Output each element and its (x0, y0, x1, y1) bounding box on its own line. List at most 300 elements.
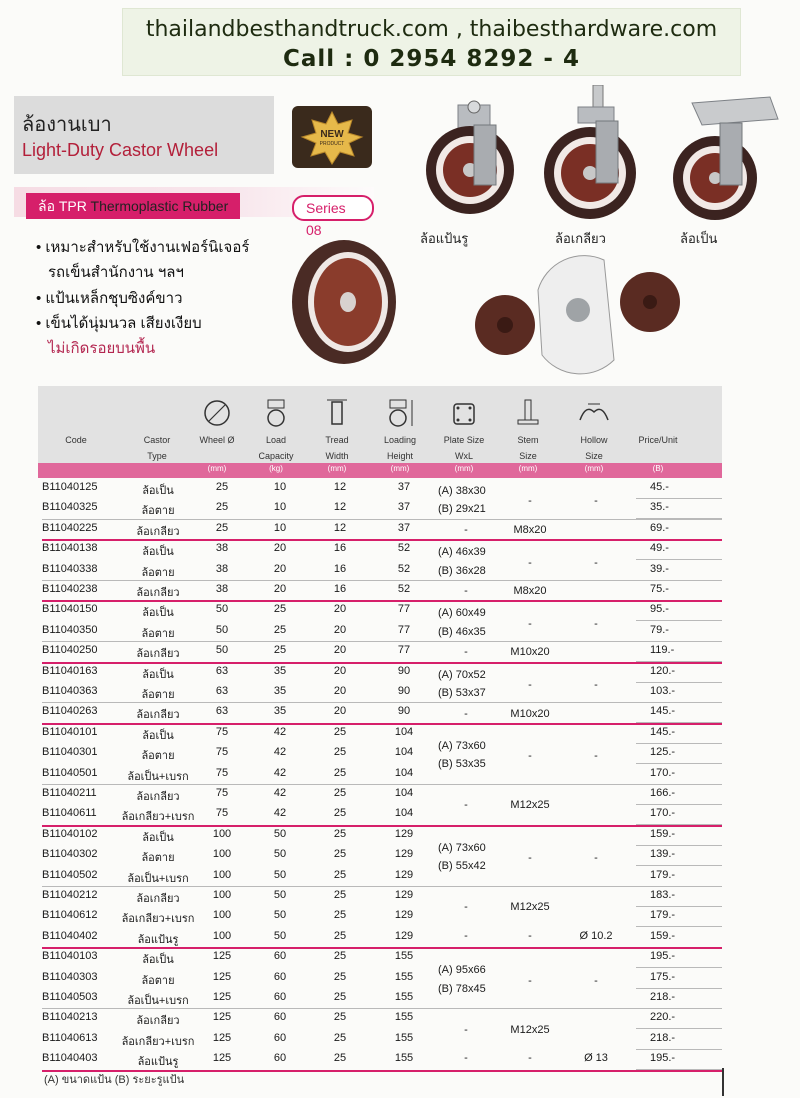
cell-code: B11040101 (42, 725, 98, 738)
cell-wheel: 125 (212, 970, 232, 983)
cell-height: 77 (397, 623, 411, 636)
cell-price: 170.- (650, 766, 676, 779)
unit-price: (B) (652, 464, 664, 473)
plate-size-b: (B) 53x37 (438, 687, 486, 699)
plate-dash: - (464, 646, 468, 659)
cell-price: 159.- (650, 929, 676, 942)
plate-dash: - (464, 707, 468, 720)
cell-code: B11040302 (42, 848, 98, 861)
row-separator (42, 784, 722, 785)
cell-tread: 25 (333, 889, 347, 901)
group-separator (42, 947, 722, 949)
cell-wheel: 100 (212, 909, 232, 922)
plate-dash: - (464, 524, 468, 536)
row-separator (42, 886, 722, 887)
plate-dash: - (464, 1023, 468, 1036)
cell-tread: 25 (333, 929, 347, 942)
cell-tread: 16 (333, 583, 347, 595)
cell-price: 170.- (650, 807, 676, 820)
cell-code: B11040163 (42, 664, 98, 677)
cell-type: ล้อตาย (141, 750, 175, 763)
cell-code: B11040301 (42, 746, 98, 759)
cell-wheel: 63 (215, 685, 229, 697)
plate-size-a: (A) 70x52 (438, 668, 486, 681)
cell-type: ล้อตาย (141, 566, 175, 579)
cell-height: 52 (397, 583, 411, 595)
cell-price: 95.- (650, 603, 669, 616)
cell-tread: 20 (333, 664, 347, 677)
col-header-plate-2: WxL (455, 451, 473, 461)
plate-size-b: (B) 36x28 (438, 564, 486, 577)
cell-code: B11040211 (42, 787, 97, 799)
cell-tread: 25 (333, 787, 347, 799)
plate-size-a: (A) 73x60 (438, 740, 486, 752)
cell-price: 119.- (650, 644, 675, 657)
cell-height: 37 (397, 481, 411, 493)
cell-height: 104 (394, 766, 414, 779)
cell-type: ล้อเกลียว (136, 791, 180, 803)
cell-code: B11040325 (42, 501, 98, 514)
col-header-loading: Loading (383, 435, 417, 445)
plate-size-b: (B) 78x45 (438, 982, 486, 995)
cell-height: 104 (394, 787, 414, 799)
cell-tread: 16 (333, 542, 347, 555)
cell-height: 90 (397, 664, 411, 677)
cell-code: B11040150 (42, 603, 98, 616)
cell-code: B11040212 (42, 889, 98, 901)
page-title-thai: ล้องานเบา (22, 114, 112, 136)
col-header-hollow-2: Size (585, 451, 603, 461)
cell-load: 60 (273, 991, 287, 1003)
cell-tread: 25 (333, 1031, 347, 1044)
hollow-size: Ø 10.2 (579, 929, 613, 942)
cell-tread: 25 (333, 991, 347, 1003)
col-header-hollow: Hollow (580, 435, 608, 445)
cell-type: ล้อเป็น (142, 485, 174, 497)
cell-price: 120.- (650, 664, 676, 677)
cell-tread: 20 (333, 685, 347, 697)
cell-load: 50 (273, 929, 287, 942)
group-separator (42, 600, 722, 602)
price-rule (636, 804, 722, 805)
price-rule (636, 906, 722, 907)
feature-2: • แป้นเหล็กชุบซิงค์ขาว (36, 290, 183, 307)
stem-size: M12x25 (510, 1023, 550, 1036)
stem-dash: - (528, 929, 532, 942)
stem-size: M8x20 (513, 585, 547, 598)
col-header-stem: Stem (517, 435, 539, 445)
cell-tread: 25 (333, 766, 347, 779)
cell-height: 104 (394, 746, 414, 759)
plate-size-a: (A) 38x30 (438, 485, 486, 497)
cell-type: ล้อเป็น (142, 607, 174, 620)
cell-price: 159.- (650, 827, 676, 840)
cell-code: B11040338 (42, 562, 98, 575)
cell-type: ล้อเกลียว+เบรก (121, 1035, 195, 1048)
cell-code: B11040611 (42, 807, 97, 820)
cell-height: 77 (397, 603, 411, 616)
cell-type: ล้อเกลียว (136, 709, 180, 722)
plate-dash: - (464, 799, 468, 812)
plate-size-b: (B) 55x42 (438, 860, 486, 873)
cell-code: B11040403 (42, 1052, 98, 1065)
cell-type: ล้อตาย (141, 505, 175, 518)
cell-load: 42 (273, 807, 287, 820)
price-rule (636, 763, 722, 764)
cell-height: 129 (394, 929, 414, 942)
cell-type: ล้อเป็น+เบรก (127, 872, 189, 885)
cell-code: B11040225 (42, 521, 98, 534)
cell-type: ล้อแป้นรู (137, 933, 179, 946)
unit-hollow: (mm) (584, 464, 604, 473)
cell-height: 129 (394, 909, 414, 922)
cell-type: ล้อเกลียว (136, 893, 180, 905)
cell-tread: 25 (333, 1011, 347, 1024)
cell-type: ล้อเกลียว (136, 1015, 180, 1028)
cell-code: B11040501 (42, 766, 98, 779)
cell-tread: 20 (333, 603, 347, 616)
unit-load: (kg) (269, 464, 283, 473)
cell-type: ล้อตาย (141, 852, 175, 865)
cell-type: ล้อเกลียว+เบรก (121, 811, 195, 824)
cell-tread: 12 (333, 521, 347, 534)
stem-dash: - (528, 750, 532, 763)
cell-price: 125.- (650, 746, 676, 759)
cell-tread: 25 (333, 950, 347, 963)
cell-load: 42 (273, 746, 287, 759)
stem-size: M10x20 (510, 707, 550, 720)
cell-wheel: 50 (215, 644, 229, 657)
col-header-tread-2: Width (325, 451, 349, 461)
row-separator (42, 641, 722, 642)
cell-price: 179.- (650, 868, 676, 881)
cell-tread: 25 (333, 970, 347, 983)
price-rule (636, 845, 722, 846)
stem-size: M12x25 (510, 901, 550, 914)
cell-tread: 25 (333, 746, 347, 759)
cell-load: 60 (273, 1011, 287, 1024)
cell-wheel: 125 (212, 1052, 232, 1065)
badge-product-text: PRODUCT (319, 141, 345, 147)
cell-height: 155 (394, 950, 414, 963)
col-header-castor: Castor (143, 435, 171, 445)
cell-code: B11040402 (42, 929, 98, 942)
price-rule (636, 988, 722, 989)
cell-wheel: 63 (215, 664, 229, 677)
cell-wheel: 125 (212, 1031, 232, 1044)
cell-load: 10 (273, 521, 287, 534)
price-rule (636, 865, 722, 866)
stem-dash: - (528, 556, 532, 569)
cell-code: B11040613 (42, 1031, 98, 1044)
col-header-stem-2: Size (519, 451, 537, 461)
plate-dash: - (464, 585, 468, 598)
plate-size-b: (B) 46x35 (438, 625, 486, 638)
website-links[interactable]: thailandbesthandtruck.com , thaibesthardware.com (145, 17, 718, 42)
stem-dash: - (528, 617, 532, 630)
stem-dash: - (528, 1052, 532, 1065)
cell-height: 104 (394, 807, 414, 820)
price-rule (636, 1028, 722, 1029)
caption-plate-castor: ล้อเป็น (680, 231, 718, 246)
group-separator (42, 825, 722, 827)
cell-load: 35 (273, 705, 287, 718)
cell-price: 195.- (650, 950, 676, 963)
cell-wheel: 100 (212, 827, 232, 840)
cell-price: 103.- (650, 685, 676, 697)
cell-wheel: 25 (215, 481, 229, 493)
footnote: (A) ขนาดแป้น (B) ระยะรูแป้น (44, 1074, 185, 1086)
col-header-loading-2: Height (386, 451, 413, 461)
cell-load: 20 (273, 562, 287, 575)
cell-type: ล้อเป็น (142, 668, 174, 681)
plate-dash: - (464, 929, 468, 942)
cell-price: 166.- (650, 787, 676, 799)
cell-price: 49.- (650, 542, 669, 555)
stem-dash: - (528, 679, 532, 691)
col-header-price: Price/Unit (638, 435, 678, 445)
cell-price: 183.- (650, 889, 676, 901)
cell-wheel: 50 (215, 623, 229, 636)
cell-wheel: 125 (212, 950, 232, 963)
hollow-dash: - (594, 750, 598, 763)
badge-new-text: NEW (320, 129, 344, 140)
cell-load: 20 (273, 542, 287, 555)
cell-load: 10 (273, 501, 287, 514)
cell-load: 42 (273, 725, 287, 738)
cell-code: B11040250 (42, 644, 98, 657)
cell-height: 129 (394, 827, 414, 840)
cell-height: 155 (394, 1052, 414, 1065)
cell-load: 50 (273, 868, 287, 881)
cell-height: 52 (397, 562, 411, 575)
cell-type: ล้อตาย (141, 689, 175, 701)
group-separator (42, 723, 722, 725)
cell-price: 220.- (650, 1011, 676, 1024)
cell-tread: 20 (333, 705, 347, 718)
cell-wheel: 75 (215, 807, 229, 820)
cell-load: 60 (273, 1031, 287, 1044)
price-rule (636, 682, 722, 683)
cell-load: 42 (273, 787, 287, 799)
col-header-castor-type: Type (147, 451, 167, 461)
unit-loading: (mm) (390, 464, 410, 473)
cell-type: ล้อเป็น (142, 546, 174, 559)
cell-height: 90 (397, 705, 411, 718)
cell-load: 10 (273, 481, 287, 493)
cell-code: B11040263 (42, 705, 98, 718)
cell-wheel: 100 (212, 889, 232, 901)
cell-price: 218.- (650, 991, 676, 1003)
cell-height: 155 (394, 970, 414, 983)
cell-price: 75.- (650, 583, 669, 595)
cell-wheel: 125 (212, 1011, 232, 1024)
cell-height: 155 (394, 1031, 414, 1044)
series-badge: Series 08 (292, 195, 374, 221)
stem-dash: - (528, 495, 532, 508)
price-rule (636, 926, 722, 927)
unit-wheel: (mm) (207, 464, 227, 473)
cell-load: 60 (273, 970, 287, 983)
cell-tread: 25 (333, 868, 347, 881)
hollow-dash: - (594, 495, 598, 508)
cell-height: 129 (394, 889, 414, 901)
col-header-load-2: Capacity (258, 451, 294, 461)
cell-load: 50 (273, 848, 287, 861)
unit-tread: (mm) (327, 464, 347, 473)
price-rule (636, 743, 722, 744)
plate-size-a: (A) 60x49 (438, 607, 486, 620)
material-label-thai: ล้อ TPR (38, 198, 87, 214)
cell-type: ล้อเป็น (142, 831, 174, 844)
material-label-english: Thermoplastic Rubber (90, 198, 229, 214)
cell-height: 37 (397, 521, 411, 534)
stem-size: M8x20 (513, 524, 547, 536)
cell-price: 139.- (650, 848, 676, 861)
feature-1: • เหมาะสำหรับใช้งานเฟอร์นิเจอร์ (36, 239, 250, 256)
cell-wheel: 38 (215, 583, 229, 595)
cell-wheel: 38 (215, 562, 229, 575)
cell-wheel: 75 (215, 766, 229, 779)
cell-wheel: 75 (215, 725, 229, 738)
cell-tread: 25 (333, 848, 347, 861)
cell-load: 60 (273, 1052, 287, 1065)
cell-load: 35 (273, 685, 287, 697)
cell-type: ล้อเกลียว+เบรก (121, 913, 195, 926)
cell-tread: 25 (333, 807, 347, 820)
cell-wheel: 25 (215, 521, 229, 534)
stem-size: M12x25 (510, 799, 550, 812)
col-header-load: Load (265, 435, 287, 445)
stem-dash: - (528, 852, 532, 865)
stem-size: M10x20 (510, 646, 550, 659)
cell-tread: 20 (333, 623, 347, 636)
cell-tread: 25 (333, 1052, 347, 1065)
col-header-tread: Tread (325, 435, 349, 445)
cell-code: B11040363 (42, 685, 98, 697)
cell-type: ล้อเป็น+เบรก (127, 770, 189, 783)
plate-size-a: (A) 46x39 (438, 546, 486, 559)
price-rule (636, 967, 722, 968)
cell-tread: 25 (333, 827, 347, 840)
feature-1-cont: รถเข็นสำนักงาน ฯลฯ (48, 264, 184, 281)
cell-type: ล้อเกลียว (136, 587, 180, 599)
cell-code: B11040103 (42, 950, 98, 963)
price-rule (636, 620, 722, 621)
hollow-dash: - (594, 679, 598, 691)
hollow-dash: - (594, 974, 598, 987)
cell-price: 35.- (650, 501, 669, 514)
cell-tread: 20 (333, 644, 347, 657)
cell-load: 50 (273, 827, 287, 840)
col-header-code: Code (65, 435, 87, 445)
cell-code: B11040503 (42, 991, 98, 1003)
plate-dash: - (464, 1052, 468, 1065)
cell-wheel: 100 (212, 868, 232, 881)
caption-hollow-castor: ล้อแป้นรู (420, 231, 469, 246)
plate-size-a: (A) 95x66 (438, 964, 486, 977)
group-separator (42, 662, 722, 664)
cell-load: 50 (273, 909, 287, 922)
cell-wheel: 75 (215, 787, 229, 799)
cell-wheel: 63 (215, 705, 229, 718)
cell-price: 195.- (650, 1052, 676, 1065)
row-separator (42, 580, 722, 581)
cell-load: 20 (273, 583, 287, 595)
cell-code: B11040502 (42, 868, 98, 881)
hollow-dash: - (594, 556, 598, 569)
cell-price: 175.- (650, 970, 676, 983)
cell-tread: 16 (333, 562, 347, 575)
unit-stem: (mm) (518, 464, 538, 473)
price-rule (636, 498, 722, 499)
cell-price: 45.- (650, 481, 669, 493)
cell-price: 145.- (650, 725, 676, 738)
row-separator (42, 1008, 722, 1009)
cell-wheel: 125 (212, 991, 232, 1003)
cell-code: B11040102 (42, 827, 98, 840)
col-header-plate: Plate Size (443, 435, 485, 445)
cell-type: ล้อแป้นรู (137, 1056, 179, 1069)
cell-tread: 12 (333, 501, 347, 514)
cell-price: 145.- (650, 705, 676, 718)
cell-height: 129 (394, 868, 414, 881)
cell-load: 25 (273, 603, 287, 616)
row-separator (42, 519, 722, 520)
cell-tread: 25 (333, 909, 347, 922)
cell-code: B11040213 (42, 1011, 98, 1024)
cell-height: 90 (397, 685, 411, 697)
cell-tread: 25 (333, 725, 347, 738)
stem-dash: - (528, 974, 532, 987)
row-separator (42, 702, 722, 703)
cell-load: 25 (273, 644, 287, 657)
cell-wheel: 100 (212, 929, 232, 942)
phone-number[interactable]: Call : 0 2954 8292 - 4 (283, 46, 580, 72)
cell-load: 60 (273, 950, 287, 963)
col-header-wheel: Wheel Ø (199, 435, 235, 445)
cell-code: B11040125 (42, 481, 98, 493)
feature-3: • เข็นได้นุ่มนวล เสียงเงียบ (36, 315, 202, 332)
cell-load: 42 (273, 766, 287, 779)
cell-load: 35 (273, 664, 287, 677)
page-edge-mark (722, 1068, 724, 1096)
cell-type: ล้อเกลียว (136, 648, 180, 661)
price-rule (636, 559, 722, 560)
hollow-size: Ø 13 (584, 1052, 608, 1065)
hollow-dash: - (594, 617, 598, 630)
page-title-english: Light-Duty Castor Wheel (22, 140, 219, 160)
cell-code: B11040138 (42, 542, 98, 555)
cell-wheel: 75 (215, 746, 229, 759)
cell-wheel: 100 (212, 848, 232, 861)
cell-height: 37 (397, 501, 411, 514)
group-separator (42, 539, 722, 541)
cell-load: 50 (273, 889, 287, 901)
price-rule (636, 1049, 722, 1050)
cell-price: 218.- (650, 1031, 676, 1044)
cell-code: B11040612 (42, 909, 98, 922)
cell-price: 179.- (650, 909, 676, 922)
feature-3-cont: ไม่เกิดรอยบนพื้น (48, 340, 156, 357)
cell-code: B11040303 (42, 970, 98, 983)
cell-load: 25 (273, 623, 287, 636)
plate-size-a: (A) 73x60 (438, 842, 486, 854)
cell-height: 155 (394, 1011, 414, 1024)
cell-height: 52 (397, 542, 411, 555)
cell-wheel: 25 (215, 501, 229, 514)
cell-code: B11040350 (42, 623, 98, 636)
